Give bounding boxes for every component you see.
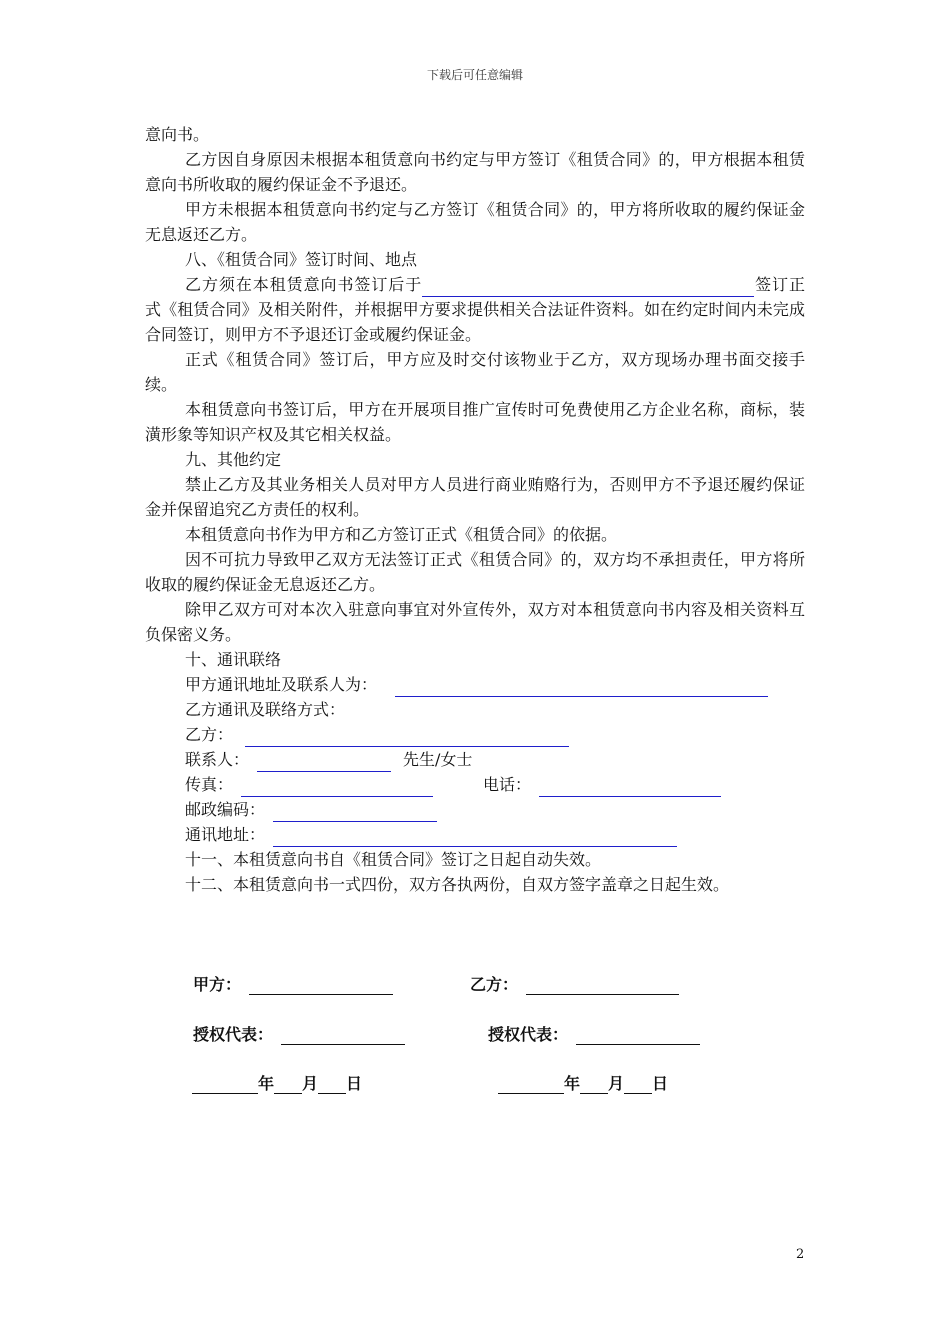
party-a-contact-line bbox=[145, 672, 805, 697]
section-heading-11: 十一、本租赁意向书自《租赁合同》签订之日起自动失效。 bbox=[185, 850, 602, 869]
fax-blank[interactable] bbox=[241, 778, 433, 797]
year-label: 年 bbox=[564, 1074, 581, 1093]
contact-person-label: 联系人： bbox=[185, 750, 250, 769]
paragraph: 禁止乙方及其业务相关人员对甲方人员进行商业贿赂行为，否则甲方不予退还履约保证金并保留追究乙方责任的权利。 bbox=[145, 475, 805, 519]
party-b-sign-label: 乙方： bbox=[470, 975, 519, 994]
party-b-sign-blank[interactable] bbox=[526, 976, 679, 995]
party-a-month-blank[interactable] bbox=[274, 1075, 302, 1094]
party-a-rep-label: 授权代表： bbox=[193, 1025, 274, 1044]
party-b-signature bbox=[470, 972, 679, 995]
year-label: 年 bbox=[258, 1074, 275, 1093]
paragraph: 本租赁意向书签订后，甲方在开展项目推广宣传时可免费使用乙方企业名称，商标，装潢形象等知识产权及其它相关权益。 bbox=[145, 400, 805, 444]
party-b-day-blank[interactable] bbox=[624, 1075, 652, 1094]
party-a-date bbox=[192, 1071, 362, 1094]
fax-phone-line bbox=[145, 772, 805, 797]
document-body bbox=[145, 122, 805, 897]
party-a-sign-blank[interactable] bbox=[249, 976, 393, 995]
address-line bbox=[145, 822, 805, 847]
day-label: 日 bbox=[346, 1074, 363, 1093]
paragraph: 除甲乙双方可对本次入驻意向事宜对外宣传外，双方对本租赁意向书内容及相关资料互负保密义务。 bbox=[145, 600, 805, 644]
postcode-blank[interactable] bbox=[273, 803, 437, 822]
party-a-representative bbox=[193, 1022, 405, 1045]
party-a-day-blank[interactable] bbox=[318, 1075, 346, 1094]
party-b-contact-heading: 乙方通讯及联络方式： bbox=[185, 700, 346, 719]
party-a-signature bbox=[193, 972, 393, 995]
party-b-representative bbox=[488, 1022, 700, 1045]
paragraph: 甲方未根据本租赁意向书约定与乙方签订《租赁合同》的，甲方将所收取的履约保证金无息返还乙方。 bbox=[145, 200, 805, 244]
month-label: 月 bbox=[608, 1074, 625, 1093]
postcode-label: 邮政编码： bbox=[185, 800, 266, 819]
signing-time-blank[interactable] bbox=[422, 278, 754, 297]
page-header: 下载后可任意编辑 bbox=[426, 68, 523, 82]
fax-label: 传真： bbox=[185, 775, 234, 794]
section-heading-12: 十二、本租赁意向书一式四份，双方各执两份，自双方签字盖章之日起生效。 bbox=[185, 875, 730, 894]
phone-blank[interactable] bbox=[539, 778, 721, 797]
party-a-rep-blank[interactable] bbox=[281, 1026, 405, 1045]
party-b-rep-blank[interactable] bbox=[576, 1026, 700, 1045]
signing-time-paragraph bbox=[145, 272, 805, 347]
paragraph: 意向书。 bbox=[145, 125, 210, 144]
address-label: 通讯地址： bbox=[185, 825, 266, 844]
contact-person-blank[interactable] bbox=[257, 753, 391, 772]
section-heading-10: 十、通讯联络 bbox=[185, 650, 282, 669]
signing-time-text-cont: 签订正式《租赁合同》及相关附件，并根据甲方要求提供相关合法证件资料。如在约定时间内未完成合同签订，则甲方不予退还订金或履约保证金。 bbox=[145, 275, 805, 344]
address-blank[interactable] bbox=[273, 828, 677, 847]
party-b-rep-label: 授权代表： bbox=[488, 1025, 569, 1044]
postcode-line bbox=[145, 797, 805, 822]
contact-title: 先生/女士 bbox=[403, 750, 473, 769]
paragraph: 因不可抗力导致甲乙双方无法签订正式《租赁合同》的，双方均不承担责任，甲方将所收取的履约保证金无息返还乙方。 bbox=[145, 550, 805, 594]
party-b-year-blank[interactable] bbox=[498, 1075, 564, 1094]
party-a-year-blank[interactable] bbox=[192, 1075, 258, 1094]
party-b-date bbox=[498, 1071, 668, 1094]
paragraph: 乙方因自身原因未根据本租赁意向书约定与甲方签订《租赁合同》的，甲方根据本租赁意向书所收取的履约保证金不予退还。 bbox=[145, 150, 805, 194]
page-number: 2 bbox=[796, 1247, 805, 1262]
signing-time-text: 乙方须在本租赁意向书签订后于 bbox=[185, 275, 423, 294]
month-label: 月 bbox=[302, 1074, 319, 1093]
party-a-contact-label: 甲方通讯地址及联系人为： bbox=[185, 675, 378, 694]
party-b-month-blank[interactable] bbox=[580, 1075, 608, 1094]
section-heading-9: 九、其他约定 bbox=[185, 450, 282, 469]
party-b-blank[interactable] bbox=[245, 728, 569, 747]
day-label: 日 bbox=[652, 1074, 669, 1093]
party-a-sign-label: 甲方： bbox=[193, 975, 242, 994]
party-b-line bbox=[145, 722, 805, 747]
party-b-label: 乙方： bbox=[185, 725, 234, 744]
paragraph: 正式《租赁合同》签订后，甲方应及时交付该物业于乙方，双方现场办理书面交接手续。 bbox=[145, 350, 805, 394]
contact-person-line bbox=[145, 747, 805, 772]
paragraph: 本租赁意向书作为甲方和乙方签订正式《租赁合同》的依据。 bbox=[185, 525, 618, 544]
phone-label: 电话： bbox=[483, 775, 532, 794]
party-a-contact-blank[interactable] bbox=[395, 678, 768, 697]
section-heading-8: 八、《租赁合同》签订时间、地点 bbox=[185, 250, 418, 269]
